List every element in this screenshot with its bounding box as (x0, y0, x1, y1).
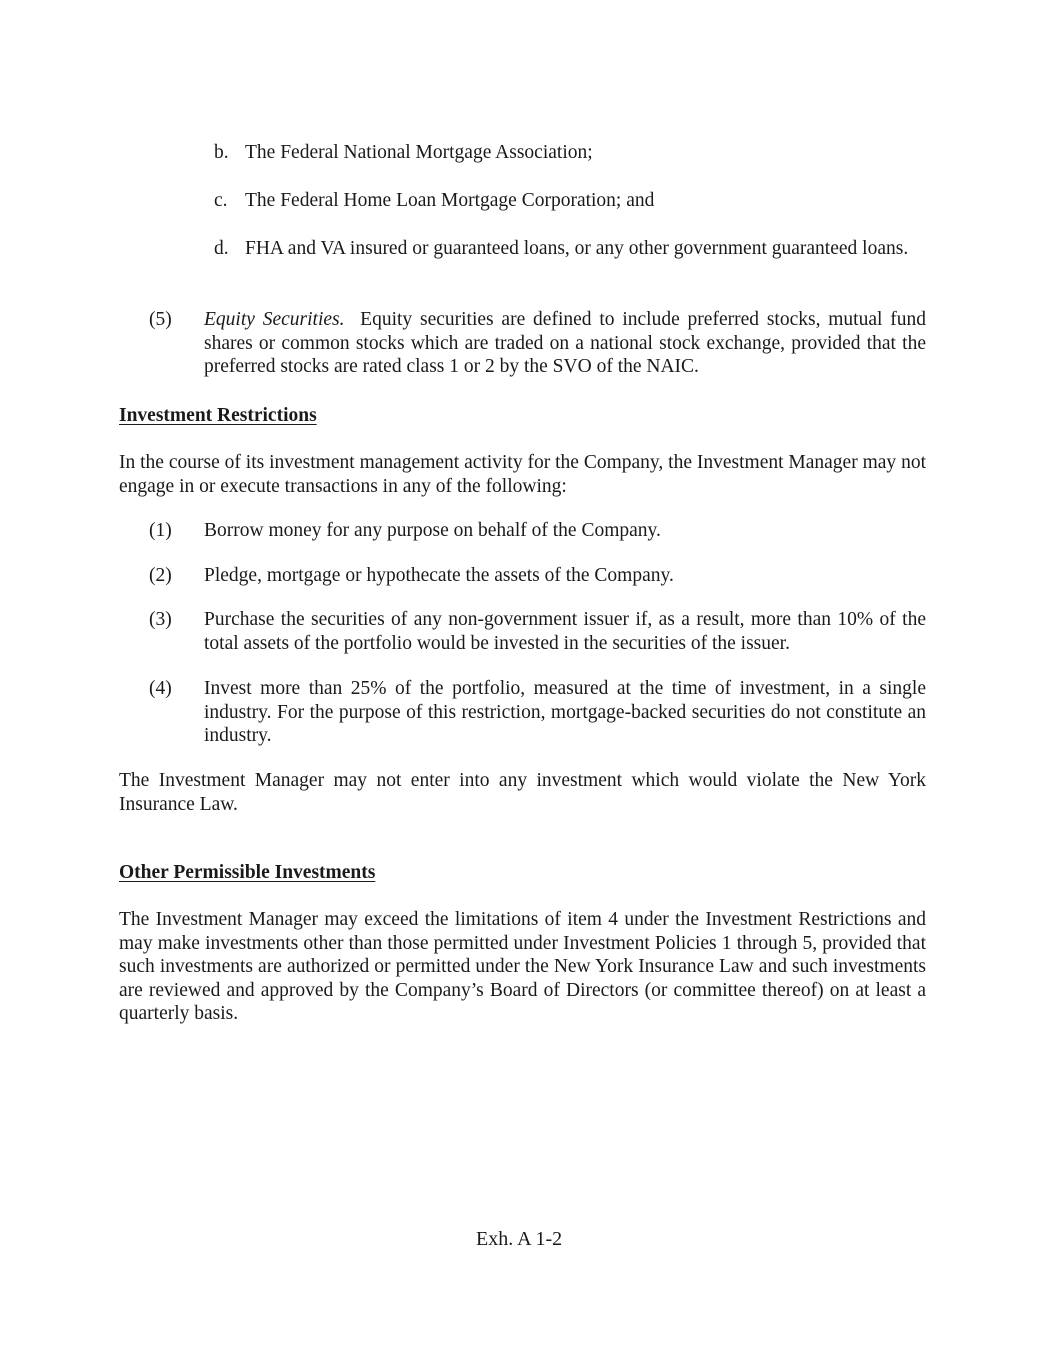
restrictions-intro: In the course of its investment management activity for the Company, the Investment Manager may not engage in or execute transactions in any of the following: (119, 452, 926, 497)
list-marker: c. (214, 190, 228, 211)
list-marker: b. (214, 142, 229, 163)
list-marker: (3) (149, 609, 172, 630)
list-marker: d. (214, 238, 229, 259)
restrictions-closing: The Investment Manager may not enter into any investment which would violate the New York Insurance Law. (119, 770, 926, 815)
list-text: Purchase the securities of any non-government issuer if, as a result, more than 10% of the total assets of the portfolio would be invested in the securities of the issuer. (204, 609, 926, 654)
section-heading-other: Other Permissible Investments (119, 862, 376, 883)
policy-item-5-title: Equity Securities. (204, 309, 345, 330)
other-paragraph: The Investment Manager may exceed the limitations of item 4 under the Investment Restrictions and may make investments other than those permitted under Investment Policies 1 through 5, provided that such investments are authorized or permitted under the New York Insurance Law and such investments are reviewed and approved by the Company’s Board of Directors (or committee thereof) on at least a quarterly basis. (119, 909, 926, 1024)
list-marker: (4) (149, 678, 172, 699)
list-marker: (2) (149, 565, 172, 586)
policy-item-5-body (204, 308, 926, 379)
page-label: Exh. A 1-2 (476, 1228, 563, 1250)
list-text: Pledge, mortgage or hypothecate the assets of the Company. (204, 565, 674, 586)
list-text: The Federal Home Loan Mortgage Corporation; and (245, 190, 655, 211)
section-heading-restrictions: Investment Restrictions (119, 405, 317, 426)
list-text: The Federal National Mortgage Association; (245, 142, 593, 163)
policy-item-5-text: Equity securities are defined to include preferred stocks, mutual fund shares or common stocks which are traded on a national stock exchange, provided that the preferred stocks are rated class 1 or 2 by the SVO of the NAIC. (204, 309, 926, 377)
list-marker: (1) (149, 520, 172, 541)
list-text: Invest more than 25% of the portfolio, measured at the time of investment, in a single industry. For the purpose of this restriction, mortgage-backed securities do not constitute an industry. (204, 678, 926, 746)
list-text: FHA and VA insured or guaranteed loans, or any other government guaranteed loans. (245, 238, 909, 259)
list-text: Borrow money for any purpose on behalf of the Company. (204, 520, 661, 541)
list-marker: (5) (149, 309, 172, 330)
